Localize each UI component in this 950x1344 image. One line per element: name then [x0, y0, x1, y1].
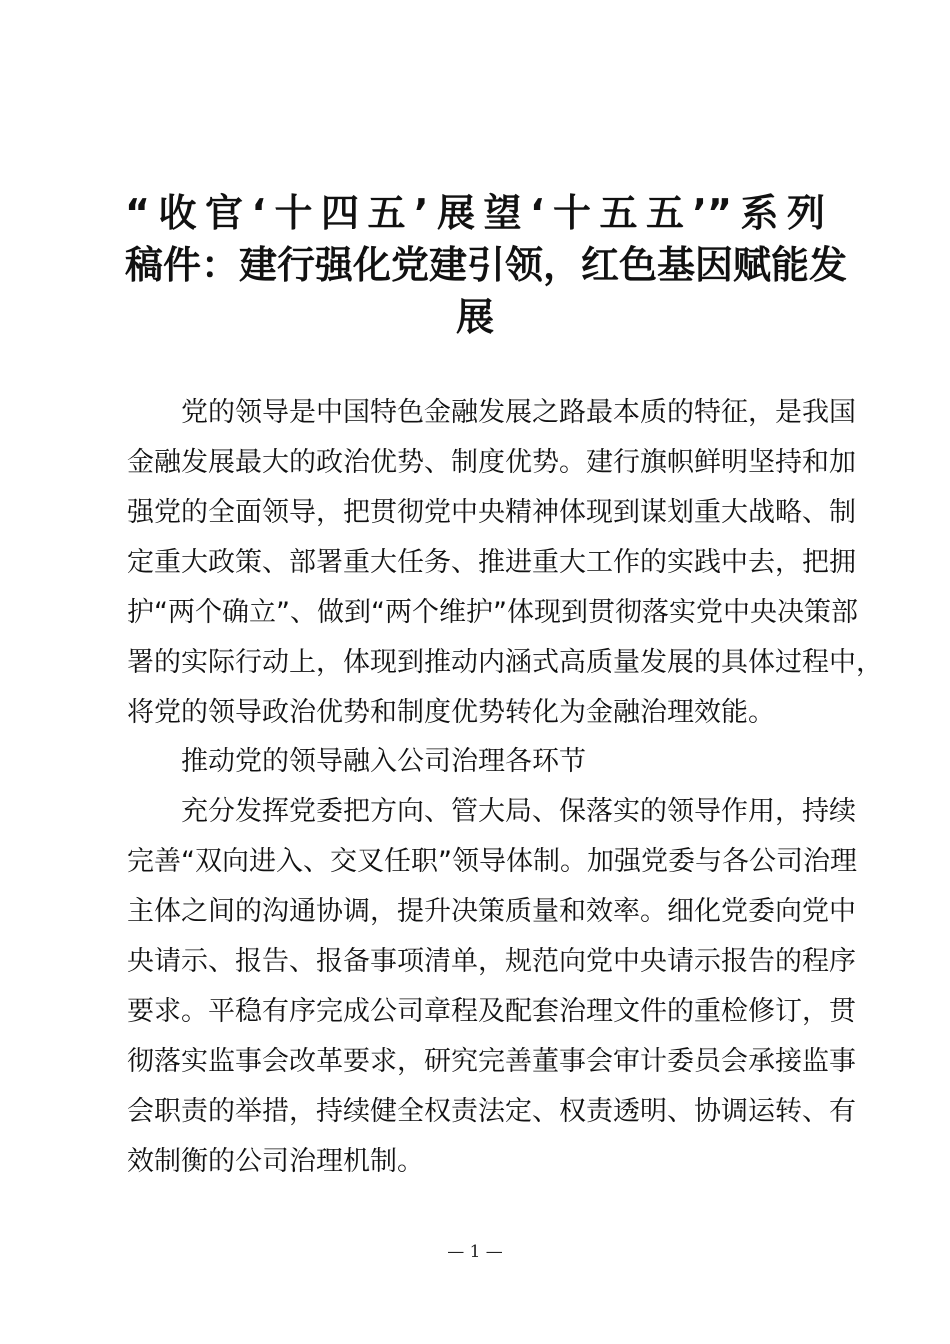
text-line: 要求。平稳有序完成公司章程及配套治理文件的重检修订，贯 [127, 996, 856, 1027]
text-line: 将党的领导政治优势和制度优势转化为金融治理效能。 [127, 697, 775, 728]
title-line: “收官‘十四五’展望‘十五五’”系列 [125, 191, 825, 235]
title-line: 展 [455, 295, 494, 339]
text-line: 央请示、报告、报备事项清单，规范向党中央请示报告的程序 [127, 946, 856, 977]
text-line: 护“两个确立”、做到“两个维护”体现到贯彻落实党中央决策部 [127, 597, 858, 628]
paragraph-corporate-governance [127, 787, 857, 1187]
text-line: 党的领导是中国特色金融发展之路最本质的特征，是我国 [181, 397, 856, 428]
text-line: 署的实际行动上，体现到推动内涵式高质量发展的具体过程中， [127, 647, 883, 678]
title-line: 稿件：建行强化党建引领，红色基因赋能发 [125, 243, 848, 287]
text-line: 金融发展最大的政治优势、制度优势。建行旗帜鲜明坚持和加 [127, 447, 856, 478]
text-line: 完善“双向进入、交叉任职”领导体制。加强党委与各公司治理 [127, 846, 857, 877]
text-line: 强党的全面领导，把贯彻党中央精神体现到谋划重大战略、制 [127, 497, 856, 528]
section-heading: 推动党的领导融入公司治理各环节 [181, 746, 586, 777]
text-line: 效制衡的公司治理机制。 [127, 1146, 424, 1177]
document-title [125, 187, 848, 343]
text-line: 会职责的举措，持续健全权责法定、权责透明、协调运转、有 [127, 1096, 856, 1127]
text-line: 主体之间的沟通协调，提升决策质量和效率。细化党委向党中 [127, 896, 856, 927]
paragraph-party-leadership [127, 388, 883, 738]
text-line: 充分发挥党委把方向、管大局、保落实的领导作用，持续 [181, 796, 856, 827]
text-line: 彻落实监事会改革要求，研究完善董事会审计委员会承接监事 [127, 1046, 856, 1077]
text-line: 定重大政策、部署重大任务、推进重大工作的实践中去，把拥 [127, 547, 856, 578]
page-number: — 1 — [447, 1242, 503, 1262]
